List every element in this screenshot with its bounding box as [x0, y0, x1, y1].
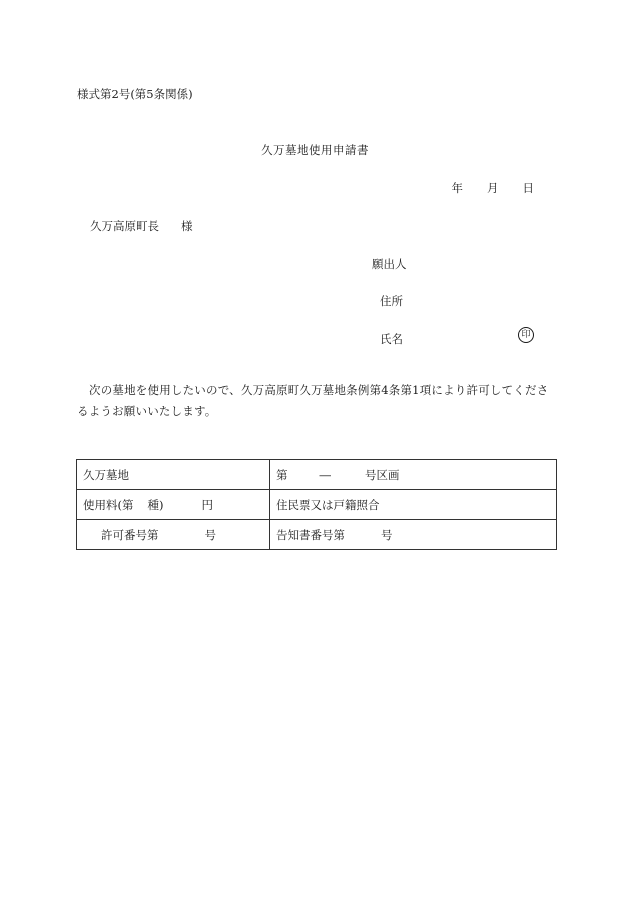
plot-prefix: 第 — [276, 467, 288, 482]
cemetery-info-table — [76, 459, 557, 550]
residence-check-cell — [270, 490, 557, 520]
table-row — [77, 490, 557, 520]
applicant-label: 願出人 — [372, 257, 407, 271]
permit-suffix: 号 — [204, 527, 216, 542]
usage-fee-cell — [77, 490, 270, 520]
plot-suffix: 号区画 — [365, 467, 400, 482]
request-body-text: 次の墓地を使用したいので、久万高原町久万墓地条例第4条第1項により許可してくださるようお願いいたします。 — [77, 383, 549, 418]
addressee — [90, 218, 193, 234]
table-row — [77, 520, 557, 550]
date-line — [452, 180, 535, 196]
plot-dash: ― — [319, 467, 331, 482]
year-label: 年 — [451, 181, 463, 195]
fee-label: 使用料(第 — [83, 497, 134, 512]
form-number: 様式第2号(第5条関係) — [77, 87, 193, 101]
address-label: 住所 — [380, 294, 403, 308]
fee-unit: 円 — [201, 497, 213, 512]
day-label: 日 — [522, 181, 534, 195]
notice-number-cell — [270, 520, 557, 550]
residence-check-label: 住民票又は戸籍照合 — [276, 497, 380, 512]
permit-prefix: 許可番号第 — [101, 527, 159, 542]
month-label: 月 — [487, 181, 499, 195]
permit-number-cell — [77, 520, 270, 550]
seal-mark: 印 — [518, 327, 534, 343]
name-label: 氏名 — [380, 332, 403, 346]
notice-prefix: 告知書番号第 — [276, 527, 345, 542]
fee-type: 種) — [147, 497, 164, 512]
document-title: 久万墓地使用申請書 — [261, 143, 369, 157]
notice-suffix: 号 — [381, 527, 393, 542]
table-row — [77, 460, 557, 490]
addressee-name: 久万高原町長 — [90, 219, 159, 233]
plot-number-cell — [270, 460, 557, 490]
cemetery-name: 久万墓地 — [83, 467, 129, 482]
addressee-honorific: 様 — [181, 219, 193, 233]
cemetery-name-cell — [77, 460, 270, 490]
